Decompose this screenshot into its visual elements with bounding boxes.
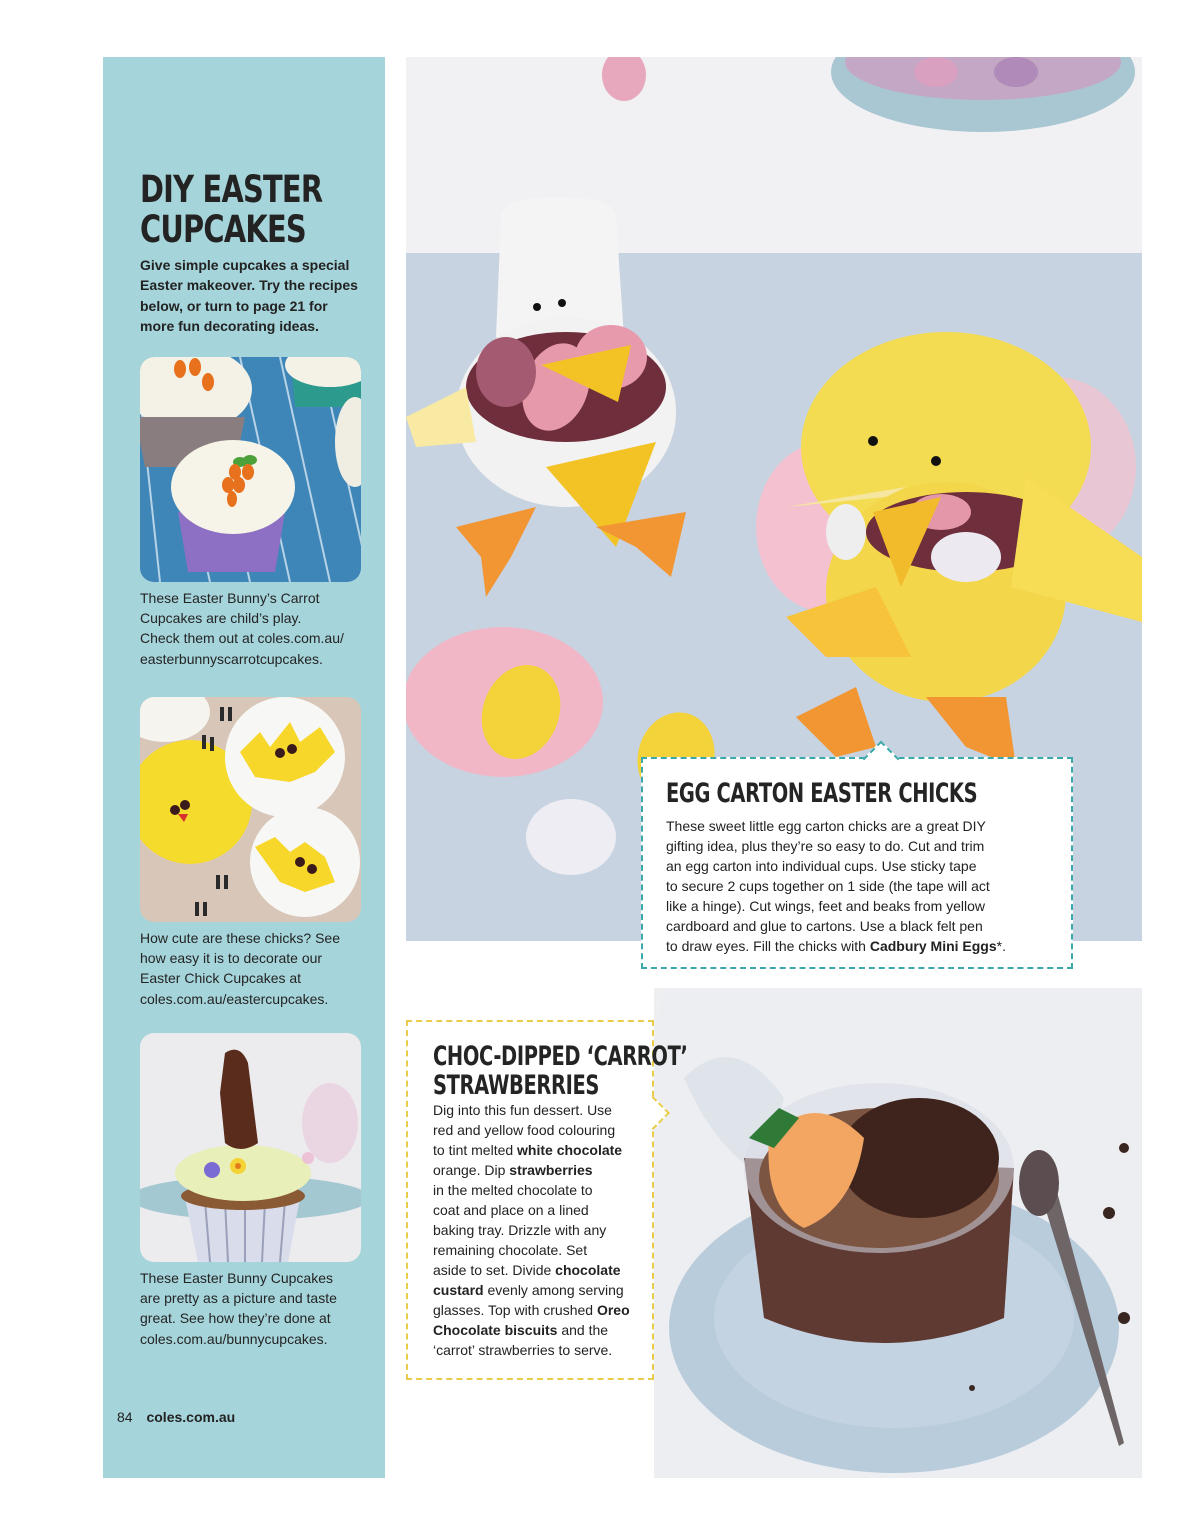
body-line — [433, 1140, 668, 1160]
carrot-strawberries-body — [433, 1100, 668, 1360]
carrot-cupcake-caption — [140, 588, 380, 669]
carrot-strawberries-callout — [406, 1020, 688, 1380]
caption-line: Check them out at coles.com.au/ — [140, 630, 344, 647]
ingredient: Oreo — [596, 1302, 630, 1318]
body-line: in the melted chocolate to — [433, 1182, 593, 1198]
chick-cupcake-image — [140, 697, 361, 922]
body-text: *. — [996, 938, 1006, 954]
ingredient: custard — [433, 1282, 484, 1298]
sidebar-title — [140, 170, 374, 250]
bunny-cupcake-caption — [140, 1268, 380, 1349]
body-text: to draw eyes. Fill the chicks with — [666, 938, 870, 954]
body-line: These sweet little egg carton chicks are a great DIY — [666, 818, 986, 834]
body-line — [433, 1280, 668, 1300]
caption-line: easterbunnyscarrotcupcakes. — [140, 650, 323, 667]
sidebar-panel — [103, 57, 385, 1478]
page-number: 84 — [117, 1409, 133, 1425]
caption-line: are pretty as a picture and taste — [140, 1290, 337, 1307]
body-line — [433, 1260, 668, 1280]
caption-line: These Easter Bunny Cupcakes — [140, 1270, 333, 1286]
intro-line: more fun decorating ideas. — [140, 317, 319, 334]
body-line: an egg carton into individual cups. Use sticky tape — [666, 858, 977, 874]
egg-carton-chicks-heading: EGG CARTON EASTER CHICKS — [666, 778, 978, 809]
body-text: glasses. Top with crushed — [433, 1302, 597, 1318]
caption-line: great. See how they’re done at — [140, 1310, 331, 1327]
chick-cupcake-caption — [140, 928, 380, 1009]
ingredient: strawberries — [509, 1162, 593, 1178]
caption-line: These Easter Bunny’s Carrot — [140, 590, 320, 606]
site-url: coles.com.au — [146, 1409, 236, 1425]
carrot-strawberries-heading — [433, 1042, 688, 1100]
body-line: cardboard and glue to cartons. Use a black felt pen — [666, 918, 983, 934]
body-text: aside to set. Divide — [433, 1262, 556, 1278]
carrot-cupcake-image — [140, 357, 361, 582]
egg-carton-chicks-callout — [641, 757, 1073, 969]
body-line — [433, 1320, 668, 1340]
body-text: orange. Dip — [433, 1162, 510, 1178]
body-line — [666, 936, 1066, 956]
egg-carton-chicks-body — [666, 816, 1066, 956]
intro-line: below, or turn to page 21 for — [140, 297, 328, 314]
heading-line: CHOC-DIPPED ‘CARROT’ — [433, 1041, 688, 1072]
body-line — [433, 1160, 668, 1180]
body-text: evenly among serving — [483, 1282, 624, 1298]
caption-line: coles.com.au/bunnycupcakes. — [140, 1330, 328, 1347]
caption-line: how easy it is to decorate our — [140, 950, 323, 967]
sidebar-title-line-2: CUPCAKES — [140, 208, 306, 251]
sidebar-title-line-1: DIY EASTER — [140, 168, 323, 211]
body-line — [433, 1300, 668, 1320]
body-line: baking tray. Drizzle with any — [433, 1222, 607, 1238]
intro-line: Give simple cupcakes a special — [140, 257, 350, 273]
intro-line: Easter makeover. Try the recipes — [140, 277, 358, 294]
body-line: gifting idea, plus they’re so easy to do. Cut and trim — [666, 838, 985, 854]
bunny-cupcake-image — [140, 1033, 361, 1262]
body-line: remaining chocolate. Set — [433, 1242, 588, 1258]
caption-line: Cupcakes are child’s play. — [140, 610, 302, 627]
ingredient: chocolate — [555, 1262, 621, 1278]
body-line: red and yellow food colouring — [433, 1122, 616, 1138]
caption-line: coles.com.au/eastercupcakes. — [140, 990, 329, 1007]
caption-line: How cute are these chicks? See — [140, 930, 340, 946]
body-text: to tint melted — [433, 1142, 518, 1158]
body-text: and the — [557, 1322, 609, 1338]
sidebar-intro — [140, 255, 380, 336]
product-name: Cadbury Mini Eggs — [869, 938, 997, 954]
page-footer — [117, 1409, 235, 1425]
body-line: coat and place on a lined — [433, 1202, 589, 1218]
body-line: to secure 2 cups together on 1 side (the tape will act — [666, 878, 990, 894]
body-line: like a hinge). Cut wings, feet and beaks from yellow — [666, 898, 986, 914]
body-line: Dig into this fun dessert. Use — [433, 1102, 612, 1118]
caption-line: Easter Chick Cupcakes at — [140, 970, 302, 987]
ingredient: white chocolate — [517, 1142, 623, 1158]
heading-line: STRAWBERRIES — [433, 1070, 600, 1101]
body-line: ‘carrot’ strawberries to serve. — [433, 1342, 613, 1358]
choc-dipped-strawberry-photo — [654, 988, 1142, 1478]
ingredient: Chocolate biscuits — [433, 1322, 558, 1338]
